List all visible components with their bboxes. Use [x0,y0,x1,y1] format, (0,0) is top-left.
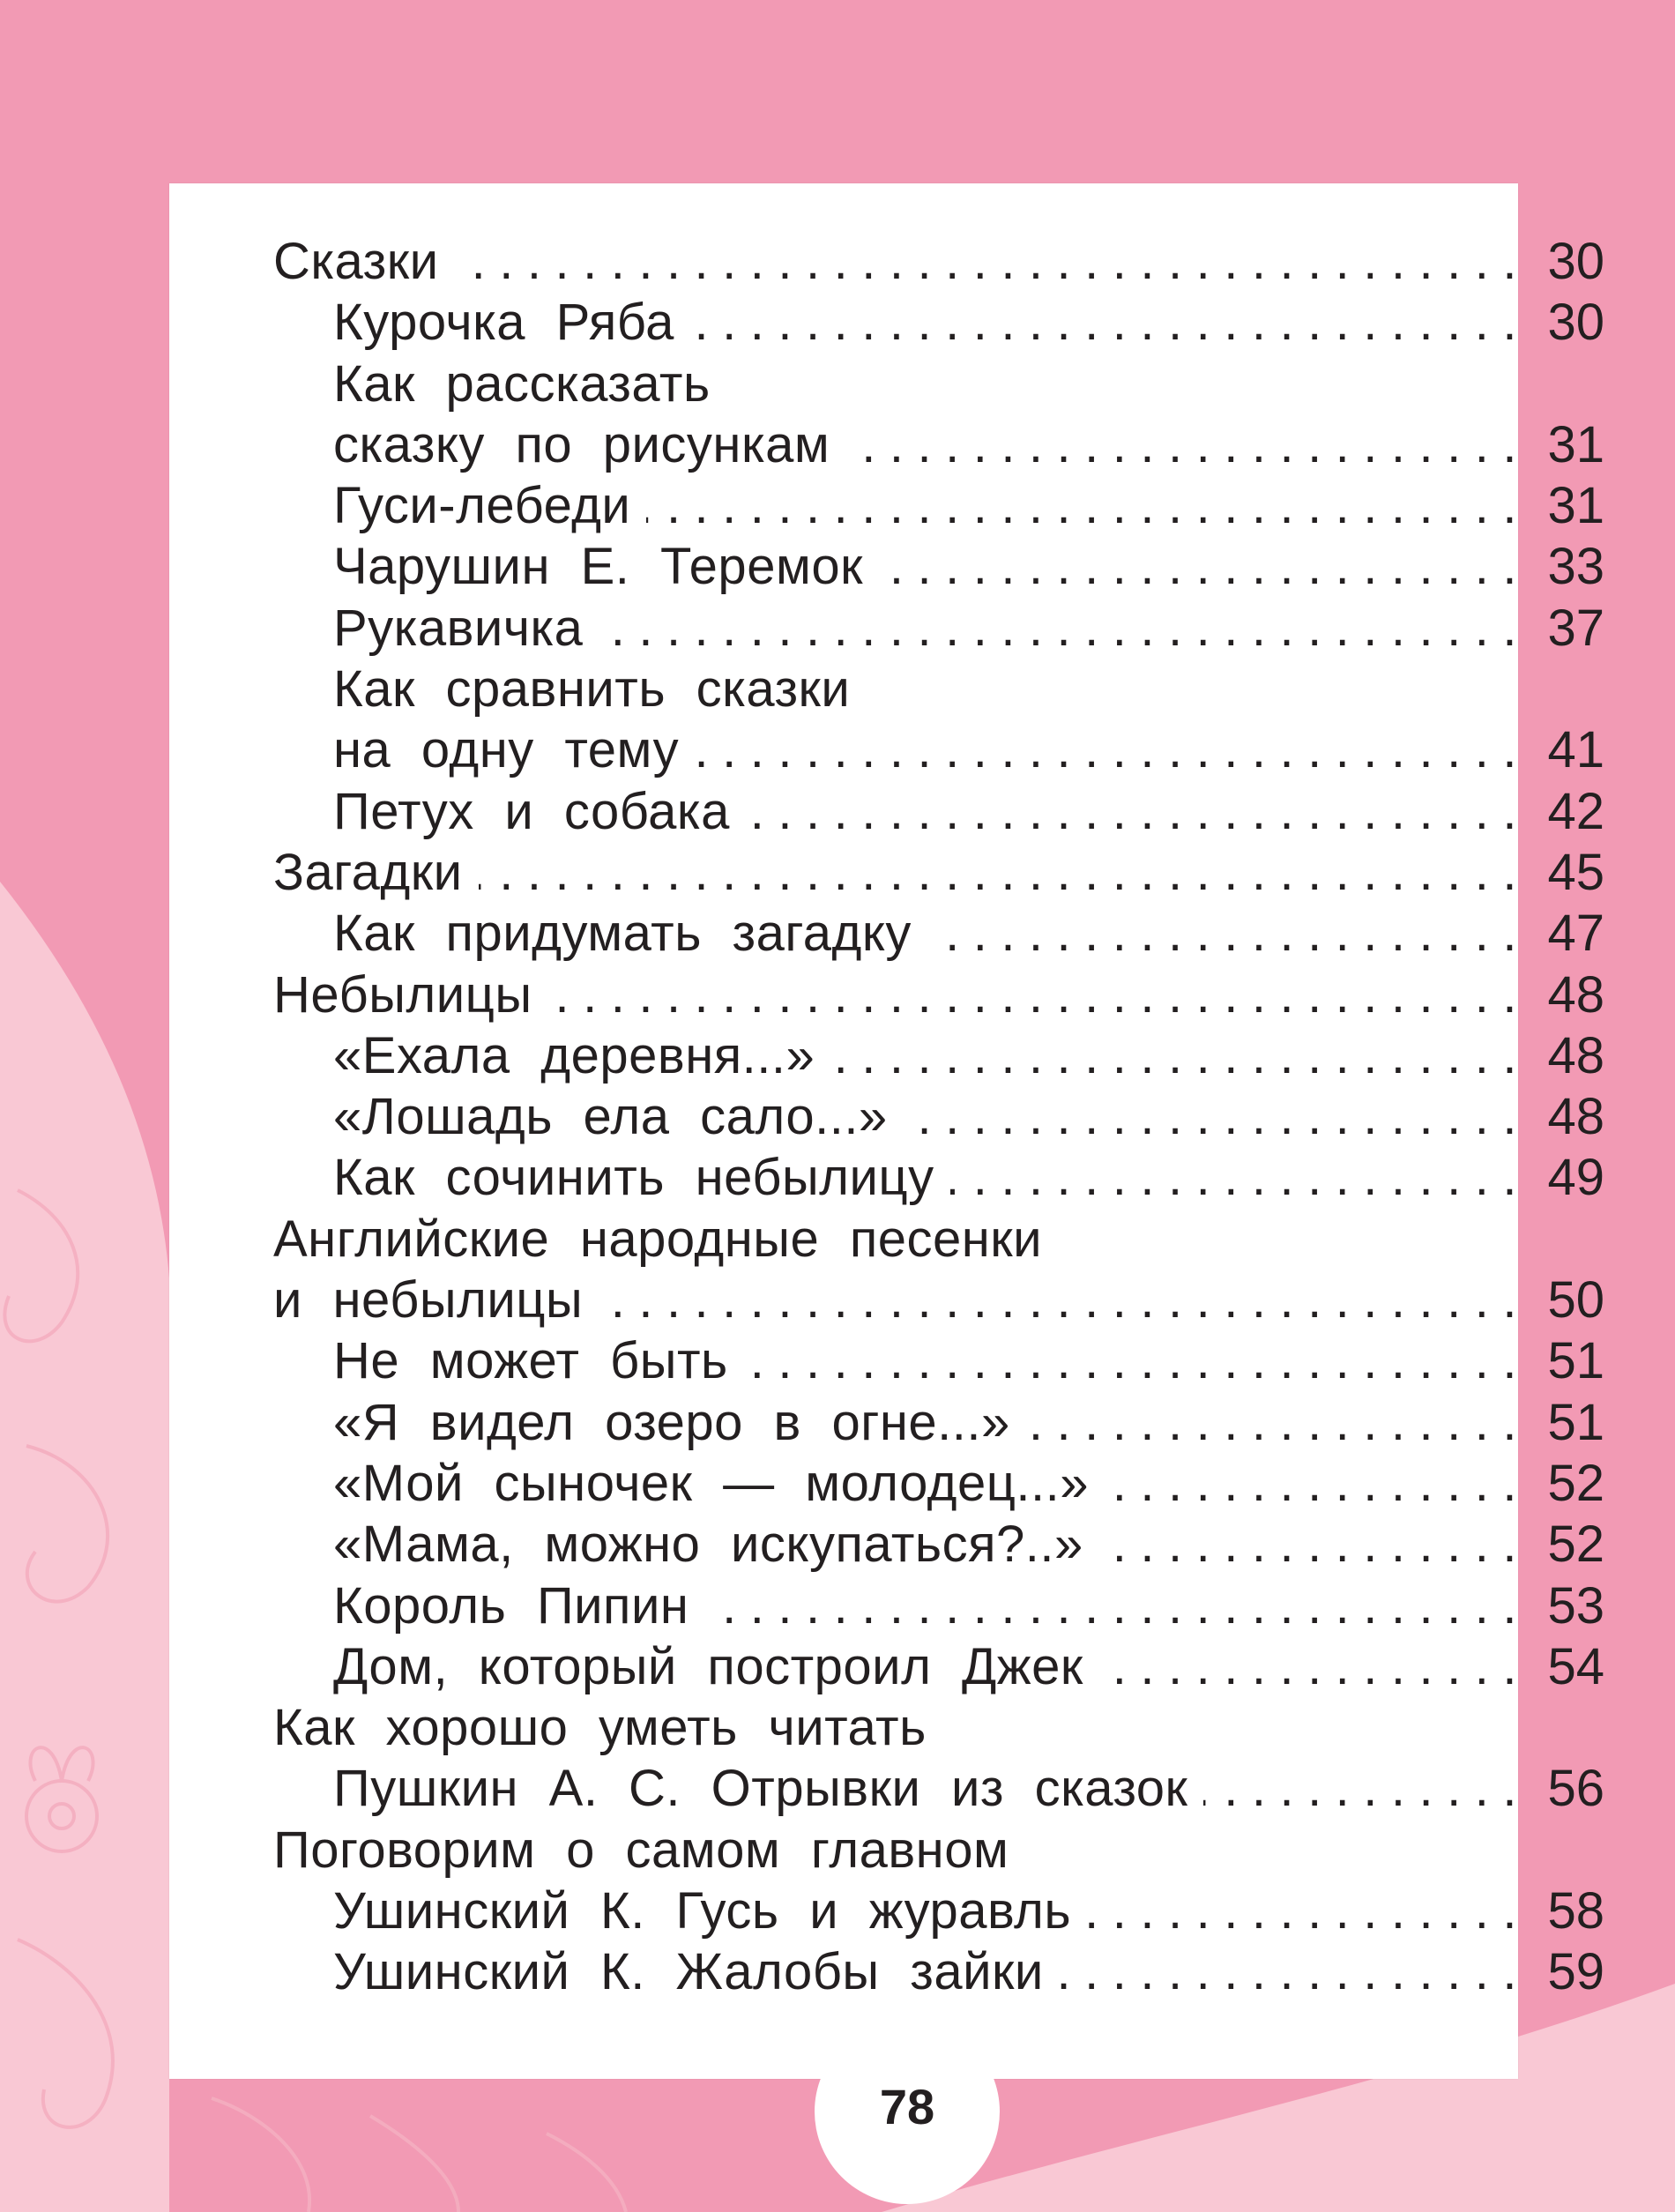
toc-entry-page: 45 [1547,843,1604,901]
toc-entry [273,1575,1604,1636]
toc-entry-title: Рукавичка [333,599,584,657]
toc-dot-leader [695,719,1530,780]
toc-entry-title: Пушкин А. С. Отрывки из сказок [333,1760,1188,1818]
toc-entry-page: 30 [1547,294,1604,352]
toc-entry-title: Ушинский К. Гусь и журавль [333,1882,1072,1940]
toc-entry [273,1758,1604,1819]
toc-entry-title: «Я видел озеро в огне...» [333,1393,1010,1451]
toc-entry [273,536,1604,597]
toc-dot-leader [479,842,1530,903]
toc-dot-leader [879,536,1530,597]
toc-dot-leader [599,598,1530,659]
toc-entry-title: сказку по рисункам [333,415,830,473]
toc-entry-title: Сказки [273,233,439,290]
toc-entry-page: 41 [1547,721,1604,779]
toc-dot-leader [746,781,1530,842]
toc-entry [273,781,1604,842]
toc-dot-leader [744,1330,1530,1391]
toc-entry [273,1881,1604,1941]
table-of-contents [273,231,1604,2003]
toc-entry-title: Дом, который построил Джек [333,1637,1083,1695]
toc-entry-title: «Мой сыночек — молодец...» [333,1454,1090,1512]
toc-dot-leader [455,231,1530,292]
toc-entry-title: Как сравнить сказки [333,660,851,719]
toc-entry [273,1453,1604,1514]
toc-entry-page: 48 [1547,965,1604,1024]
toc-entry-page: 37 [1547,599,1604,657]
toc-dot-leader [950,1147,1530,1208]
toc-entry-page: 58 [1547,1882,1604,1940]
toc-entry [273,1514,1604,1575]
toc-entry [273,1636,1604,1697]
toc-entry-page: 30 [1547,233,1604,290]
toc-entry-page: 31 [1547,477,1604,535]
toc-entry [273,414,1604,475]
toc-dot-leader [1203,1758,1530,1819]
toc-entry-page: 59 [1547,1943,1604,2001]
toc-entry [273,964,1604,1025]
toc-entry [273,719,1604,780]
toc-entry-page: 48 [1547,1026,1604,1084]
toc-entry-page: 53 [1547,1576,1604,1635]
toc-entry-title: на одну тему [333,721,680,779]
toc-entry [273,292,1604,353]
toc-entry-title: «Ехала деревня...» [333,1026,815,1084]
toc-entry-title: Небылицы [273,965,532,1024]
toc-entry-title: Как сочинить небылицу [333,1149,934,1207]
toc-entry [273,1025,1604,1086]
toc-entry-title: Не может быть [333,1332,728,1390]
toc-entry [273,1697,1604,1758]
toc-dot-leader [1105,1453,1530,1514]
toc-dot-leader [904,1086,1530,1147]
toc-entry [273,475,1604,536]
toc-entry-title: Петух и собака [333,782,730,840]
toc-entry-title: Как рассказать [333,354,711,413]
toc-entry [273,1086,1604,1147]
toc-entry-title: Курочка Ряба [333,294,674,352]
toc-dot-leader [599,1270,1530,1330]
toc-dot-leader [646,475,1530,536]
toc-entry [273,1209,1604,1270]
toc-dot-leader [1026,1392,1530,1453]
toc-entry-page: 56 [1547,1760,1604,1818]
toc-entry [273,659,1604,719]
toc-entry-title: Английские народные песенки [273,1210,1043,1268]
toc-entry-page: 51 [1547,1393,1604,1451]
toc-entry [273,1330,1604,1391]
toc-dot-leader [690,292,1530,353]
toc-entry-page: 42 [1547,782,1604,840]
toc-dot-leader [1087,1881,1530,1941]
toc-entry-title: Загадки [273,843,463,901]
toc-entry-title: Как придумать загадку [333,905,912,963]
toc-dot-leader [1099,1636,1530,1697]
toc-entry-title: Поговорим о самом главном [273,1821,1009,1879]
toc-entry-title: Ушинский К. Жалобы зайки [333,1943,1044,2001]
toc-entry-page: 54 [1547,1637,1604,1695]
toc-entry [273,903,1604,964]
toc-dot-leader [1099,1514,1530,1575]
toc-entry-page: 51 [1547,1332,1604,1390]
toc-dot-leader [704,1575,1530,1636]
toc-dot-leader [845,414,1530,475]
toc-entry [273,354,1604,414]
toc-entry-page: 33 [1547,538,1604,596]
toc-entry-page: 31 [1547,415,1604,473]
toc-dot-leader [830,1025,1530,1086]
toc-dot-leader [548,964,1530,1025]
toc-entry-page: 48 [1547,1088,1604,1146]
toc-entry [273,1941,1604,2002]
toc-dot-leader [927,903,1530,964]
toc-entry-page: 52 [1547,1454,1604,1512]
toc-entry [273,231,1604,292]
toc-entry-title: и небылицы [273,1271,584,1329]
toc-entry [273,1820,1604,1881]
toc-entry-title: «Мама, можно искупаться?..» [333,1516,1083,1574]
toc-entry-title: Как хорошо уметь читать [273,1699,927,1757]
toc-entry [273,842,1604,903]
toc-entry-page: 52 [1547,1516,1604,1574]
toc-entry-page: 47 [1547,905,1604,963]
toc-entry-title: Гуси-лебеди [333,477,631,535]
page-number: 78 [879,2079,935,2134]
toc-entry-title: «Лошадь ела сало...» [333,1088,888,1146]
toc-entry [273,598,1604,659]
toc-entry-title: Чарушин Е. Теремок [333,538,863,596]
toc-dot-leader [1060,1941,1530,2002]
toc-entry-page: 49 [1547,1149,1604,1207]
toc-entry-title: Король Пипин [333,1576,689,1635]
toc-entry [273,1147,1604,1208]
toc-entry-page: 50 [1547,1271,1604,1329]
toc-entry [273,1392,1604,1453]
toc-entry [273,1270,1604,1330]
